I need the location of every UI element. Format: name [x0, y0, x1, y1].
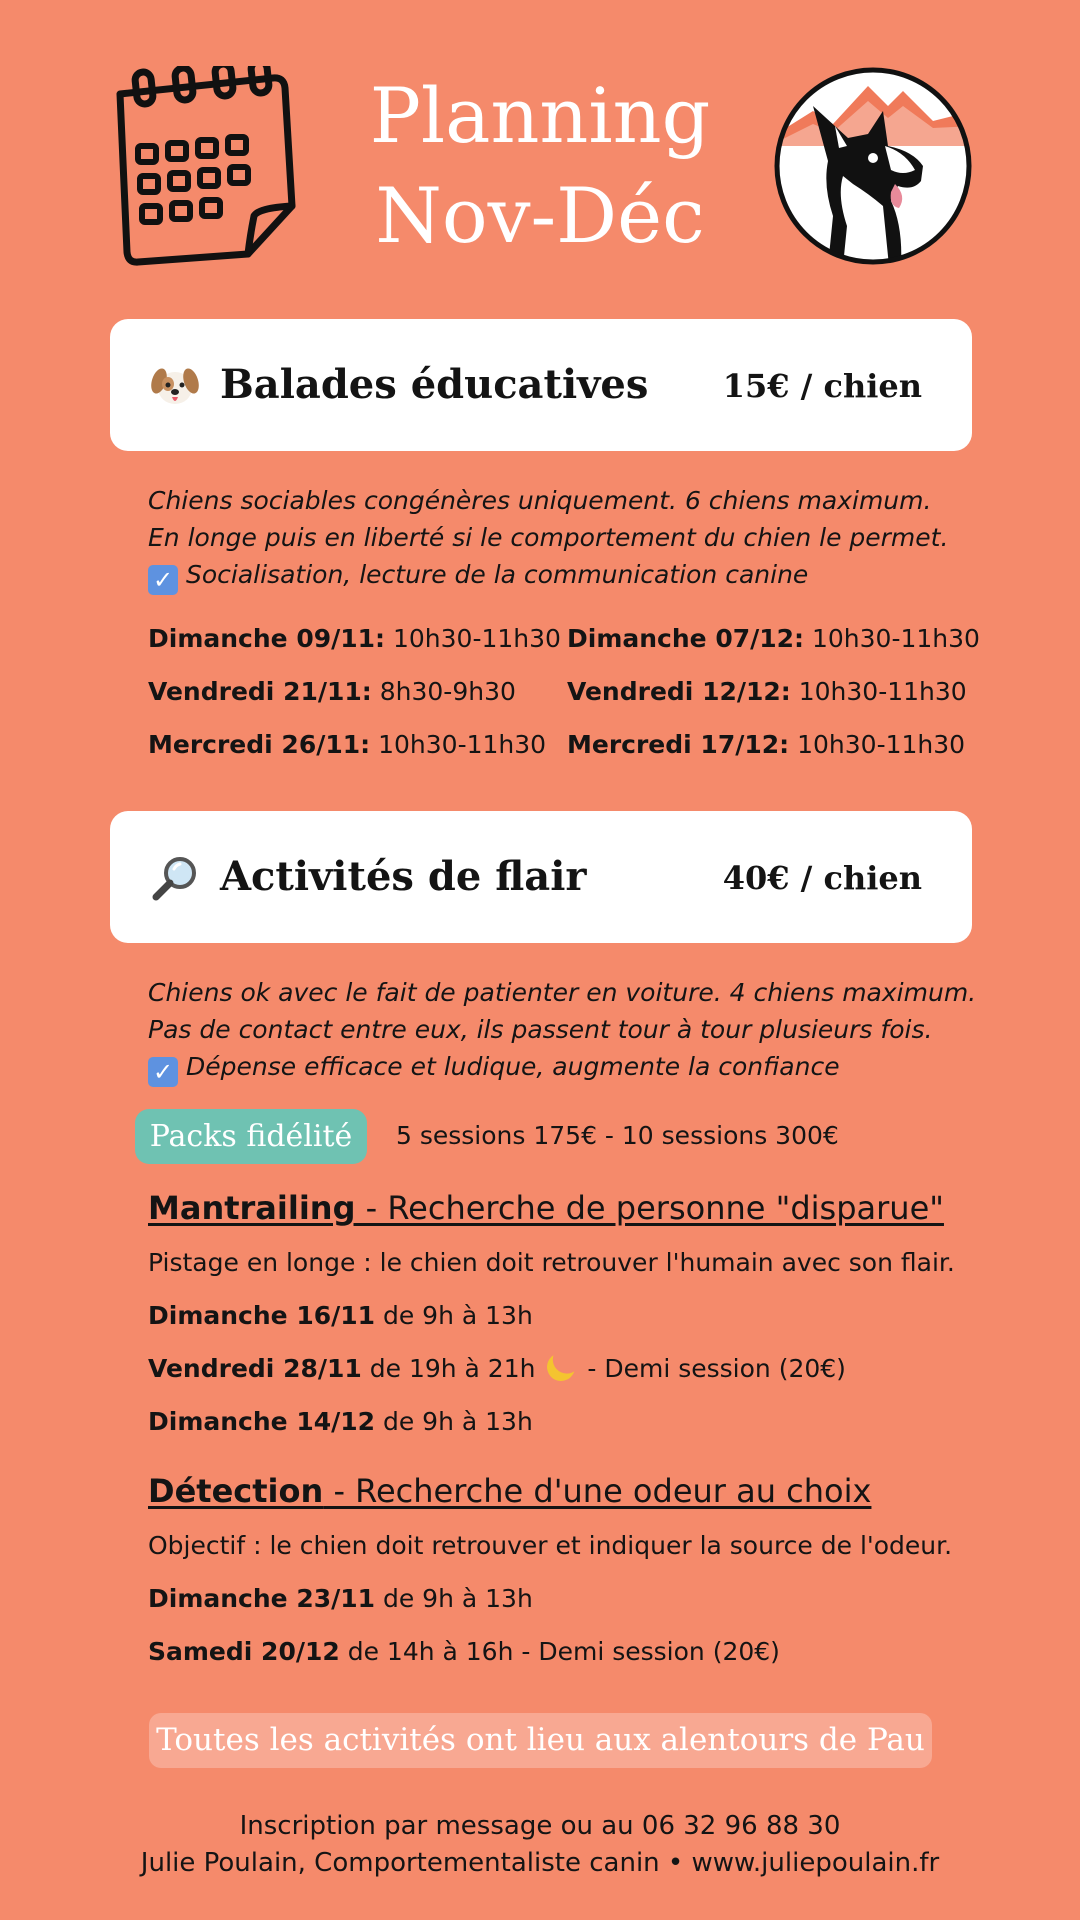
packs-badge: Packs fidélité	[135, 1109, 367, 1164]
footer-credits: Julie Poulain, Comportementaliste canin • www.juliepoulain.fr	[140, 1848, 940, 1878]
detection-name: Détection	[148, 1472, 324, 1510]
flair-description	[148, 974, 1028, 1087]
check-icon: ✓	[148, 565, 178, 595]
session-day: Samedi 20/12	[148, 1637, 340, 1666]
mantrailing-session	[148, 1404, 533, 1440]
session-time: 10h30-11h30	[798, 677, 967, 706]
balades-card	[110, 319, 972, 451]
balades-description	[148, 482, 1028, 595]
flair-card	[110, 811, 972, 943]
mantrailing-session	[148, 1298, 533, 1334]
flair-benefit-text: Dépense efficace et ludique, augmente la confiance	[186, 1052, 840, 1081]
session-time: 10h30-11h30	[797, 730, 966, 759]
page-title	[300, 66, 780, 266]
balades-benefit-text: Socialisation, lecture de la communication canine	[186, 560, 809, 589]
calendar-icon	[108, 66, 298, 266]
session-day: Vendredi 12/12:	[567, 677, 791, 706]
mantrailing-heading	[148, 1186, 944, 1230]
session-day: Dimanche 14/12	[148, 1407, 376, 1436]
title-line-1: Planning	[369, 71, 711, 160]
title-line-2: Nov-Déc	[375, 171, 705, 260]
session-detail: de 9h à 13h	[375, 1584, 533, 1613]
session-day: Dimanche 16/11	[148, 1301, 376, 1330]
detection-heading	[148, 1469, 871, 1513]
detection-description: Objectif : le chien doit retrouver et indiquer la source de l'odeur.	[148, 1531, 953, 1560]
balades-title: Balades éducatives	[220, 361, 649, 408]
session-time: 10h30-11h30	[392, 624, 561, 653]
balades-session	[148, 674, 516, 710]
session-day: Dimanche 07/12:	[567, 624, 805, 653]
mantrailing-description: Pistage en longe : le chien doit retrouver l'humain avec son flair.	[148, 1248, 955, 1277]
dog-logo	[773, 66, 973, 266]
balades-benefit	[148, 556, 1028, 595]
session-day: Mercredi 17/12:	[567, 730, 790, 759]
balades-session	[148, 621, 561, 657]
mantrailing-subtitle: - Recherche de personne "disparue"	[355, 1189, 944, 1227]
balades-price: 15€ / chien	[722, 367, 922, 405]
magnifying-glass-icon	[150, 853, 200, 903]
packs-pricing: 5 sessions 175€ - 10 sessions 300€	[396, 1121, 839, 1150]
session-detail: de 9h à 13h	[375, 1301, 533, 1330]
detection-session	[148, 1581, 533, 1617]
flair-benefit	[148, 1048, 1028, 1087]
balades-session	[567, 621, 980, 657]
session-time: 10h30-11h30	[378, 730, 547, 759]
mantrailing-session	[148, 1351, 846, 1387]
session-detail: de 19h à 21h	[361, 1354, 536, 1383]
session-detail: de 14h à 16h - Demi session (20€)	[339, 1637, 780, 1666]
location-banner: Toutes les activités ont lieu aux alentours de Pau	[149, 1713, 932, 1768]
footer-contact: Inscription par message ou au 06 32 96 88 30	[239, 1811, 841, 1841]
session-time: 10h30-11h30	[811, 624, 980, 653]
flair-desc-line-2: Pas de contact entre eux, ils passent tour à tour plusieurs fois.	[148, 1015, 933, 1044]
session-day: Vendredi 21/11:	[148, 677, 372, 706]
flair-title: Activités de flair	[220, 853, 587, 900]
session-day: Dimanche 09/11:	[148, 624, 386, 653]
flair-price: 40€ / chien	[722, 859, 922, 897]
balades-desc-line-2: En longe puis en liberté si le comportement du chien le permet.	[148, 523, 949, 552]
crescent-moon-icon	[543, 1349, 579, 1385]
balades-desc-line-1: Chiens sociables congénères uniquement. 6 chiens maximum.	[148, 486, 932, 515]
detection-session	[148, 1634, 780, 1670]
flair-desc-line-1: Chiens ok avec le fait de patienter en voiture. 4 chiens maximum.	[148, 978, 977, 1007]
balades-session	[567, 674, 967, 710]
dog-face-icon	[150, 361, 200, 411]
balades-session	[148, 727, 546, 763]
detection-subtitle: - Recherche d'une odeur au choix	[323, 1472, 872, 1510]
session-day: Dimanche 23/11	[148, 1584, 376, 1613]
mantrailing-name: Mantrailing	[148, 1189, 356, 1227]
check-icon: ✓	[148, 1057, 178, 1087]
session-detail: de 9h à 13h	[375, 1407, 533, 1436]
session-time: 8h30-9h30	[379, 677, 516, 706]
session-day: Mercredi 26/11:	[148, 730, 371, 759]
balades-session	[567, 727, 965, 763]
session-day: Vendredi 28/11	[148, 1354, 362, 1383]
session-extra: - Demi session (20€)	[579, 1354, 846, 1383]
